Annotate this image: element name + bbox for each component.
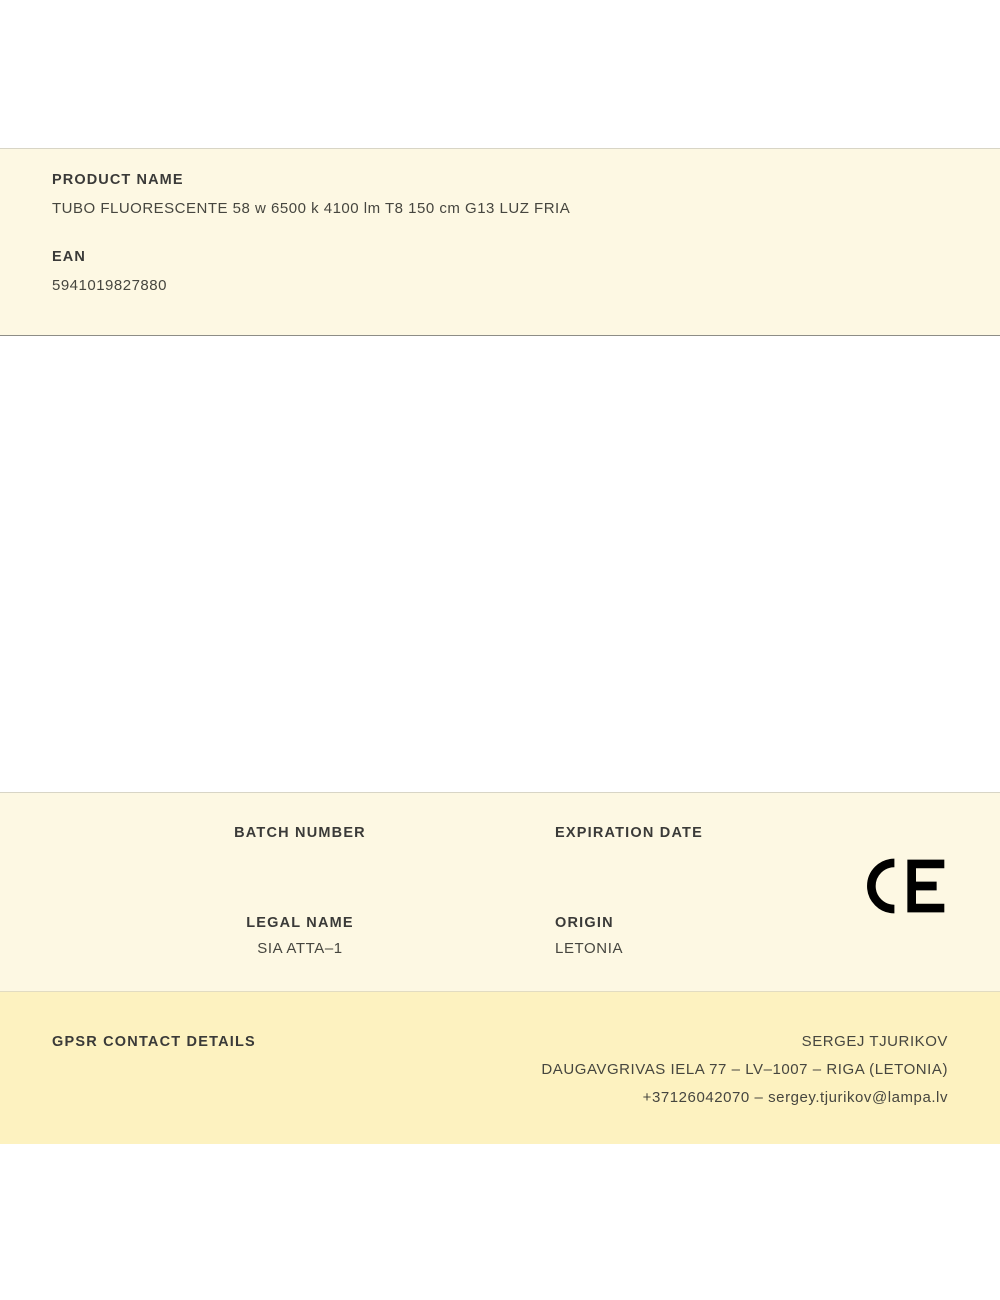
product-name-label: PRODUCT NAME [52, 172, 184, 188]
blank-content-area [0, 336, 1000, 792]
legal-name-field [150, 915, 450, 958]
batch-number-value [150, 850, 450, 868]
expiration-date-label: EXPIRATION DATE [555, 825, 703, 841]
ean-value: 5941019827880 [52, 277, 167, 294]
gpsr-contact-details [541, 1028, 948, 1112]
gpsr-contact-section [0, 992, 1000, 1144]
origin-label: ORIGIN [555, 915, 614, 931]
expiration-date-field [555, 825, 845, 868]
gpsr-contact-name: SERGEJ TJURIKOV [801, 1033, 948, 1050]
legal-name-label: LEGAL NAME [246, 915, 354, 931]
gpsr-contact-phone-email: +37126042070 – sergey.tjurikov@lampa.lv [642, 1089, 948, 1106]
gpsr-contact-address: DAUGAVGRIVAS IELA 77 – LV–1007 – RIGA (LETONIA) [541, 1061, 948, 1078]
origin-field [555, 915, 845, 958]
legal-name-value: SIA ATTA–1 [257, 940, 343, 957]
expiration-date-value [555, 850, 845, 868]
batch-number-field [150, 825, 450, 868]
ce-mark-icon [856, 855, 952, 917]
traceability-section [0, 792, 1000, 992]
batch-number-label: BATCH NUMBER [234, 825, 366, 841]
ean-label: EAN [52, 249, 86, 265]
spacer [52, 217, 948, 249]
origin-value: LETONIA [555, 940, 624, 957]
product-info-section [0, 148, 1000, 336]
gpsr-contact-label: GPSR CONTACT DETAILS [52, 1034, 256, 1050]
product-name-value: TUBO FLUORESCENTE 58 w 6500 k 4100 lm T8 150 cm G13 LUZ FRIA [52, 200, 571, 217]
